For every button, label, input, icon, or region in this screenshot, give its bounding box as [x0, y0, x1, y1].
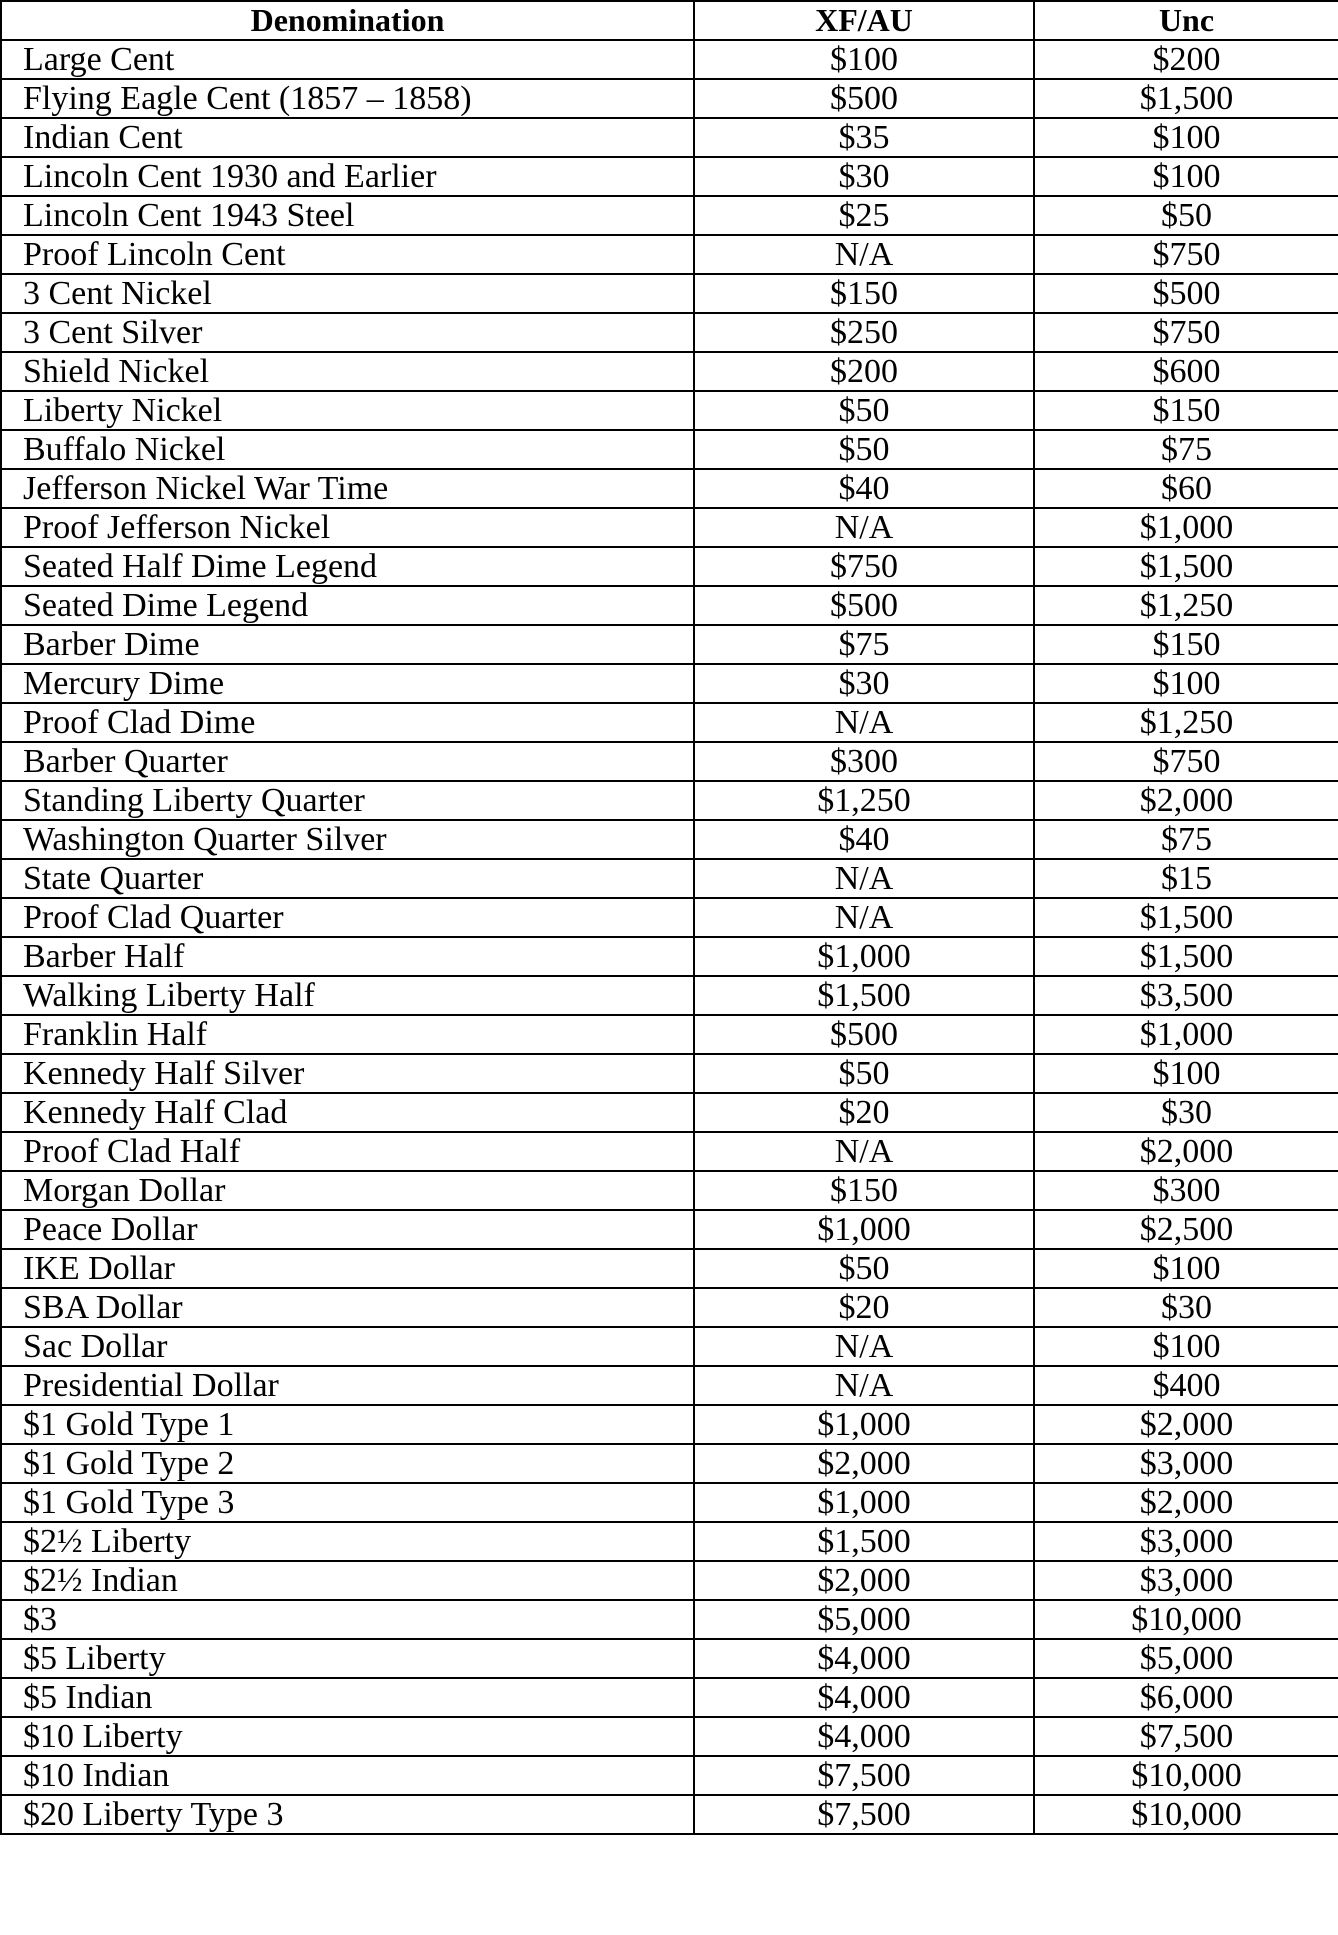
denomination-cell: 3 Cent Nickel — [1, 274, 694, 313]
xf-au-cell: N/A — [694, 508, 1034, 547]
xf-au-cell: $100 — [694, 40, 1034, 79]
xf-au-cell: $1,000 — [694, 1210, 1034, 1249]
unc-cell: $3,000 — [1034, 1444, 1338, 1483]
table-row — [1, 1015, 1338, 1054]
xf-au-cell: $4,000 — [694, 1717, 1034, 1756]
denomination-cell: Lincoln Cent 1943 Steel — [1, 196, 694, 235]
xf-au-cell: $150 — [694, 1171, 1034, 1210]
denomination-cell: Indian Cent — [1, 118, 694, 157]
unc-cell: $400 — [1034, 1366, 1338, 1405]
xf-au-cell: $25 — [694, 196, 1034, 235]
table-row — [1, 1093, 1338, 1132]
unc-cell: $1,000 — [1034, 508, 1338, 547]
table-row — [1, 547, 1338, 586]
unc-cell: $30 — [1034, 1288, 1338, 1327]
xf-au-cell: $500 — [694, 586, 1034, 625]
xf-au-cell: $200 — [694, 352, 1034, 391]
unc-cell: $60 — [1034, 469, 1338, 508]
denomination-cell: Seated Dime Legend — [1, 586, 694, 625]
table-row — [1, 235, 1338, 274]
unc-cell: $1,250 — [1034, 586, 1338, 625]
xf-au-cell: $500 — [694, 1015, 1034, 1054]
xf-au-cell: $50 — [694, 1054, 1034, 1093]
unc-cell: $1,500 — [1034, 898, 1338, 937]
denomination-cell: Proof Clad Half — [1, 1132, 694, 1171]
denomination-cell: $2½ Indian — [1, 1561, 694, 1600]
denomination-cell: Lincoln Cent 1930 and Earlier — [1, 157, 694, 196]
xf-au-cell: $150 — [694, 274, 1034, 313]
header-xf-au: XF/AU — [694, 1, 1034, 40]
table-row — [1, 898, 1338, 937]
table-row — [1, 1522, 1338, 1561]
table-body — [1, 40, 1338, 1834]
xf-au-cell: $50 — [694, 391, 1034, 430]
unc-cell: $75 — [1034, 820, 1338, 859]
xf-au-cell: $50 — [694, 1249, 1034, 1288]
denomination-cell: $3 — [1, 1600, 694, 1639]
unc-cell: $150 — [1034, 625, 1338, 664]
denomination-cell: $20 Liberty Type 3 — [1, 1795, 694, 1834]
unc-cell: $100 — [1034, 1249, 1338, 1288]
xf-au-cell: $50 — [694, 430, 1034, 469]
xf-au-cell: $2,000 — [694, 1444, 1034, 1483]
table-row — [1, 352, 1338, 391]
unc-cell: $2,000 — [1034, 781, 1338, 820]
table-row — [1, 1678, 1338, 1717]
xf-au-cell: $40 — [694, 469, 1034, 508]
xf-au-cell: $1,000 — [694, 1405, 1034, 1444]
table-row — [1, 1366, 1338, 1405]
table-row — [1, 781, 1338, 820]
denomination-cell: $10 Liberty — [1, 1717, 694, 1756]
xf-au-cell: $20 — [694, 1288, 1034, 1327]
denomination-cell: $1 Gold Type 3 — [1, 1483, 694, 1522]
xf-au-cell: N/A — [694, 859, 1034, 898]
unc-cell: $150 — [1034, 391, 1338, 430]
unc-cell: $600 — [1034, 352, 1338, 391]
xf-au-cell: $1,250 — [694, 781, 1034, 820]
denomination-cell: Standing Liberty Quarter — [1, 781, 694, 820]
unc-cell: $2,000 — [1034, 1405, 1338, 1444]
unc-cell: $3,000 — [1034, 1522, 1338, 1561]
xf-au-cell: $5,000 — [694, 1600, 1034, 1639]
denomination-cell: Flying Eagle Cent (1857 – 1858) — [1, 79, 694, 118]
table-row — [1, 1717, 1338, 1756]
table-row — [1, 742, 1338, 781]
table-row — [1, 1639, 1338, 1678]
unc-cell: $1,000 — [1034, 1015, 1338, 1054]
table-row — [1, 1444, 1338, 1483]
xf-au-cell: $40 — [694, 820, 1034, 859]
table-row — [1, 1249, 1338, 1288]
xf-au-cell: $300 — [694, 742, 1034, 781]
table-row — [1, 1561, 1338, 1600]
table-row — [1, 976, 1338, 1015]
unc-cell: $750 — [1034, 235, 1338, 274]
xf-au-cell: $75 — [694, 625, 1034, 664]
denomination-cell: Jefferson Nickel War Time — [1, 469, 694, 508]
xf-au-cell: N/A — [694, 1327, 1034, 1366]
denomination-cell: Seated Half Dime Legend — [1, 547, 694, 586]
xf-au-cell: N/A — [694, 235, 1034, 274]
denomination-cell: Morgan Dollar — [1, 1171, 694, 1210]
unc-cell: $3,000 — [1034, 1561, 1338, 1600]
unc-cell: $100 — [1034, 1327, 1338, 1366]
header-denomination: Denomination — [1, 1, 694, 40]
table-row — [1, 1288, 1338, 1327]
table-row — [1, 469, 1338, 508]
table-row — [1, 40, 1338, 79]
denomination-cell: 3 Cent Silver — [1, 313, 694, 352]
unc-cell: $10,000 — [1034, 1795, 1338, 1834]
header-row — [1, 1, 1338, 40]
xf-au-cell: N/A — [694, 1132, 1034, 1171]
xf-au-cell: N/A — [694, 898, 1034, 937]
denomination-cell: SBA Dollar — [1, 1288, 694, 1327]
denomination-cell: Sac Dollar — [1, 1327, 694, 1366]
table-row — [1, 391, 1338, 430]
table-row — [1, 430, 1338, 469]
unc-cell: $5,000 — [1034, 1639, 1338, 1678]
table-row — [1, 1327, 1338, 1366]
table-header — [1, 1, 1338, 40]
unc-cell: $1,250 — [1034, 703, 1338, 742]
unc-cell: $1,500 — [1034, 547, 1338, 586]
header-unc: Unc — [1034, 1, 1338, 40]
denomination-cell: Barber Half — [1, 937, 694, 976]
denomination-cell: Buffalo Nickel — [1, 430, 694, 469]
table-row — [1, 196, 1338, 235]
unc-cell: $100 — [1034, 157, 1338, 196]
denomination-cell: Mercury Dime — [1, 664, 694, 703]
denomination-cell: State Quarter — [1, 859, 694, 898]
table-row — [1, 586, 1338, 625]
unc-cell: $1,500 — [1034, 79, 1338, 118]
denomination-cell: Liberty Nickel — [1, 391, 694, 430]
xf-au-cell: $500 — [694, 79, 1034, 118]
xf-au-cell: $30 — [694, 664, 1034, 703]
table-row — [1, 1795, 1338, 1834]
xf-au-cell: $30 — [694, 157, 1034, 196]
denomination-cell: Franklin Half — [1, 1015, 694, 1054]
table-row — [1, 1756, 1338, 1795]
unc-cell: $200 — [1034, 40, 1338, 79]
unc-cell: $7,500 — [1034, 1717, 1338, 1756]
table-row — [1, 859, 1338, 898]
denomination-cell: Large Cent — [1, 40, 694, 79]
denomination-cell: Walking Liberty Half — [1, 976, 694, 1015]
xf-au-cell: $1,500 — [694, 976, 1034, 1015]
table-row — [1, 1171, 1338, 1210]
denomination-cell: Presidential Dollar — [1, 1366, 694, 1405]
unc-cell: $10,000 — [1034, 1600, 1338, 1639]
table-row — [1, 703, 1338, 742]
denomination-cell: $1 Gold Type 1 — [1, 1405, 694, 1444]
table-row — [1, 1483, 1338, 1522]
xf-au-cell: $750 — [694, 547, 1034, 586]
xf-au-cell: $1,000 — [694, 1483, 1034, 1522]
unc-cell: $6,000 — [1034, 1678, 1338, 1717]
unc-cell: $10,000 — [1034, 1756, 1338, 1795]
table-row — [1, 157, 1338, 196]
denomination-cell: Washington Quarter Silver — [1, 820, 694, 859]
xf-au-cell: $7,500 — [694, 1756, 1034, 1795]
denomination-cell: Kennedy Half Silver — [1, 1054, 694, 1093]
unc-cell: $300 — [1034, 1171, 1338, 1210]
unc-cell: $2,000 — [1034, 1483, 1338, 1522]
denomination-cell: IKE Dollar — [1, 1249, 694, 1288]
unc-cell: $750 — [1034, 313, 1338, 352]
unc-cell: $100 — [1034, 664, 1338, 703]
xf-au-cell: $35 — [694, 118, 1034, 157]
table-row — [1, 1600, 1338, 1639]
xf-au-cell: N/A — [694, 1366, 1034, 1405]
table-row — [1, 1132, 1338, 1171]
unc-cell: $15 — [1034, 859, 1338, 898]
denomination-cell: Peace Dollar — [1, 1210, 694, 1249]
unc-cell: $2,500 — [1034, 1210, 1338, 1249]
table-row — [1, 1210, 1338, 1249]
table-row — [1, 664, 1338, 703]
denomination-cell: Proof Clad Dime — [1, 703, 694, 742]
xf-au-cell: $4,000 — [694, 1639, 1034, 1678]
unc-cell: $3,500 — [1034, 976, 1338, 1015]
denomination-cell: Proof Clad Quarter — [1, 898, 694, 937]
xf-au-cell: $250 — [694, 313, 1034, 352]
table-row — [1, 625, 1338, 664]
table-row — [1, 118, 1338, 157]
xf-au-cell: $2,000 — [694, 1561, 1034, 1600]
denomination-cell: $5 Indian — [1, 1678, 694, 1717]
denomination-cell: Barber Quarter — [1, 742, 694, 781]
table-row — [1, 1054, 1338, 1093]
xf-au-cell: N/A — [694, 703, 1034, 742]
denomination-cell: Shield Nickel — [1, 352, 694, 391]
table-row — [1, 508, 1338, 547]
denomination-cell: Barber Dime — [1, 625, 694, 664]
denomination-cell: $10 Indian — [1, 1756, 694, 1795]
denomination-cell: Kennedy Half Clad — [1, 1093, 694, 1132]
unc-cell: $75 — [1034, 430, 1338, 469]
xf-au-cell: $1,500 — [694, 1522, 1034, 1561]
denomination-cell: Proof Jefferson Nickel — [1, 508, 694, 547]
denomination-cell: Proof Lincoln Cent — [1, 235, 694, 274]
xf-au-cell: $7,500 — [694, 1795, 1034, 1834]
xf-au-cell: $1,000 — [694, 937, 1034, 976]
unc-cell: $500 — [1034, 274, 1338, 313]
table-row — [1, 820, 1338, 859]
unc-cell: $750 — [1034, 742, 1338, 781]
denomination-cell: $2½ Liberty — [1, 1522, 694, 1561]
xf-au-cell: $20 — [694, 1093, 1034, 1132]
unc-cell: $50 — [1034, 196, 1338, 235]
table-row — [1, 1405, 1338, 1444]
xf-au-cell: $4,000 — [694, 1678, 1034, 1717]
denomination-cell: $1 Gold Type 2 — [1, 1444, 694, 1483]
unc-cell: $100 — [1034, 1054, 1338, 1093]
unc-cell: $30 — [1034, 1093, 1338, 1132]
table-row — [1, 79, 1338, 118]
table-row — [1, 937, 1338, 976]
denomination-cell: $5 Liberty — [1, 1639, 694, 1678]
table-row — [1, 313, 1338, 352]
unc-cell: $2,000 — [1034, 1132, 1338, 1171]
table-row — [1, 274, 1338, 313]
unc-cell: $100 — [1034, 118, 1338, 157]
unc-cell: $1,500 — [1034, 937, 1338, 976]
